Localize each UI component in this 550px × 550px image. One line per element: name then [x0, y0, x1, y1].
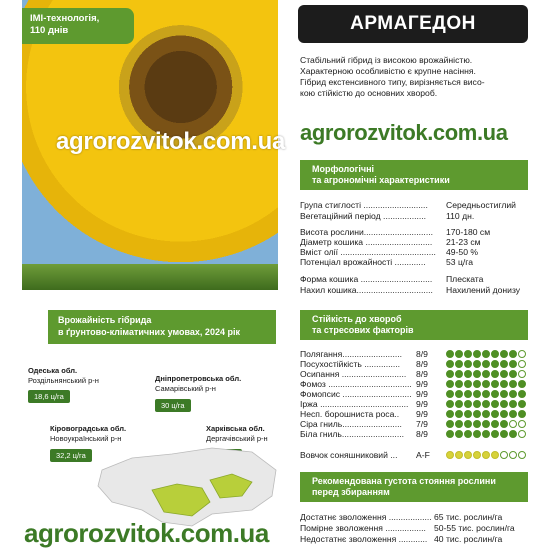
density-value: 40 тис. рослин/га — [434, 534, 503, 544]
rating-dot — [446, 370, 454, 378]
region-dnipro — [155, 374, 241, 394]
resistance-score: 8/9 — [416, 369, 428, 379]
rating-dot — [482, 451, 490, 459]
rating-dot — [455, 350, 463, 358]
morph-label: Форма кошика .............................. — [300, 274, 433, 284]
resistance-score: 9/9 — [416, 409, 428, 419]
rating-dot — [509, 390, 517, 398]
rating-dot — [500, 350, 508, 358]
rating-dot — [491, 370, 499, 378]
rating-dot — [455, 420, 463, 428]
density-header — [300, 472, 528, 502]
morph-label: Потенціал врожайності ............. — [300, 257, 426, 267]
rating-dot — [473, 410, 481, 418]
rating-dot — [509, 380, 517, 388]
rating-dot — [464, 430, 472, 438]
broomrape-rating — [446, 451, 527, 462]
rating-dot — [491, 410, 499, 418]
days-line: 110 днів — [30, 25, 69, 36]
region-district: Роздільнянський р-н — [28, 376, 99, 385]
rating-dot — [500, 380, 508, 388]
resistance-header — [300, 310, 528, 340]
rating-dot — [509, 350, 517, 358]
rating-dot — [482, 410, 490, 418]
rating-dot — [500, 370, 508, 378]
rating-dot — [473, 350, 481, 358]
rating-dot — [464, 390, 472, 398]
resistance-label: Іржа ..................................... — [300, 399, 409, 409]
rating-dot — [518, 451, 526, 459]
rating-dot — [464, 410, 472, 418]
hybrid-title: АРМАГЕДОН — [298, 5, 528, 43]
region-district: Новоукраїнський р-н — [50, 434, 122, 443]
desc-line: Гібрид екстенсивного типу, вирізняється висо- — [300, 77, 485, 87]
rating-dot — [446, 400, 454, 408]
region-oblast: Дніпропетровська обл. — [155, 374, 242, 383]
resistance-score: 8/9 — [416, 349, 428, 359]
rating-dot — [446, 360, 454, 368]
rating-dot — [518, 350, 526, 358]
yield-value-badge: 32,2 ц/га — [50, 449, 92, 462]
rating-dot — [482, 390, 490, 398]
broomrape-label: Вовчок соняшниковий ... — [300, 450, 398, 460]
resistance-score: 8/9 — [416, 359, 428, 369]
morph-value: Середньостиглий — [446, 200, 516, 210]
rating-dot — [473, 380, 481, 388]
rating-dot — [455, 370, 463, 378]
rating-dot — [491, 350, 499, 358]
rating-dot — [455, 430, 463, 438]
rating-dot — [455, 390, 463, 398]
rating-dot — [482, 430, 490, 438]
density-label: Помірне зволоження ................. — [300, 523, 426, 533]
rating-dot — [464, 350, 472, 358]
yield-header — [48, 310, 276, 344]
morph-label: Вегетаційний період .................. — [300, 211, 427, 221]
rating-dot — [491, 420, 499, 428]
rating-dot — [464, 370, 472, 378]
rating-dot — [473, 430, 481, 438]
density-label: Недостатнє зволоження ............ — [300, 534, 428, 544]
rating-dot — [455, 410, 463, 418]
site-watermark-photo: agrorozvitok.com.ua — [56, 128, 286, 155]
rating-dot — [500, 451, 508, 459]
hybrid-description — [300, 55, 528, 99]
density-header-line: перед збиранням — [312, 487, 390, 497]
morph-value: Нахилений донизу — [446, 285, 521, 295]
rating-dot — [482, 360, 490, 368]
density-label: Достатнє зволоження .................. — [300, 512, 432, 522]
resistance-header-line: Стійкість до хвороб — [312, 314, 402, 324]
rating-dot — [500, 400, 508, 408]
resistance-score: 9/9 — [416, 399, 428, 409]
resistance-score: 9/9 — [416, 389, 428, 399]
technology-line: IMI-технологія, — [30, 13, 100, 24]
resistance-label: Посухостійкість ............... — [300, 359, 401, 369]
density-value: 65 тис. рослин/га — [434, 512, 503, 522]
morph-value: 53 ц/га — [446, 257, 473, 267]
desc-line: Характерною особливістю є крупне насіння. — [300, 66, 476, 76]
rating-dot — [509, 400, 517, 408]
morph-value: 110 дн. — [446, 211, 475, 221]
rating-dot — [491, 400, 499, 408]
rating-dot — [464, 380, 472, 388]
rating-dot — [464, 420, 472, 428]
rating-dot — [455, 360, 463, 368]
rating-dot — [446, 430, 454, 438]
resistance-label: Полягання......................... — [300, 349, 402, 359]
rating-dot — [464, 360, 472, 368]
rating-dot — [446, 410, 454, 418]
morph-header-line: та агрономічні характеристики — [312, 175, 450, 185]
morph-header-line: Морфологічні — [312, 164, 375, 174]
region-odesa — [28, 366, 99, 386]
rating-dot — [455, 451, 463, 459]
rating-dot — [446, 420, 454, 428]
rating-dot — [518, 370, 526, 378]
density-header-line: Рекомендована густота стояння рослини — [312, 476, 496, 486]
region-oblast: Одеська обл. — [28, 366, 78, 375]
rating-dot — [500, 410, 508, 418]
rating-dot — [518, 360, 526, 368]
technology-badge — [22, 8, 134, 44]
morph-value: 170-180 см — [446, 227, 491, 237]
rating-dot — [482, 350, 490, 358]
yield-value-badge: 18,6 ц/га — [28, 390, 70, 403]
rating-dot — [509, 420, 517, 428]
site-watermark-bottom: agrorozvitok.com.ua — [24, 518, 269, 548]
rating-dot — [500, 420, 508, 428]
rating-dot — [518, 400, 526, 408]
rating-dot — [473, 360, 481, 368]
rating-dot — [473, 370, 481, 378]
region-district: Дергачівський р-н — [206, 434, 268, 443]
rating-dot — [491, 360, 499, 368]
rating-dot — [518, 380, 526, 388]
yield-header-line: в ґрунтово-кліматичних умовах, 2024 рік — [58, 327, 240, 337]
rating-dot — [509, 410, 517, 418]
desc-line: Стабільний гібрид із високою врожайністю. — [300, 55, 473, 65]
morph-label: Вміст олії ........................................ — [300, 247, 436, 257]
region-oblast: Кіровоградська обл. — [50, 424, 127, 433]
morph-value: Плеската — [446, 274, 484, 284]
rating-dot — [509, 430, 517, 438]
rating-dot — [482, 370, 490, 378]
rating-dot — [518, 430, 526, 438]
morph-label: Висота рослини............................. — [300, 227, 433, 237]
rating-dot — [500, 390, 508, 398]
morph-header — [300, 160, 528, 190]
yield-header-line: Врожайність гібрида — [58, 315, 152, 325]
resistance-score: 7/9 — [416, 419, 428, 429]
rating-dot — [473, 451, 481, 459]
rating-dot — [455, 400, 463, 408]
resistance-score: 8/9 — [416, 429, 428, 439]
yield-value-badge: 30 ц/га — [155, 399, 191, 412]
rating-dot — [446, 451, 454, 459]
rating-dot — [473, 390, 481, 398]
ukraine-map — [92, 440, 280, 530]
region-district: Самарівський р-н — [155, 384, 216, 393]
rating-dot — [509, 360, 517, 368]
resistance-label: Сіра гниль......................... — [300, 419, 402, 429]
morph-value: 49-50 % — [446, 247, 479, 257]
rating-dot — [500, 430, 508, 438]
morph-label: Діаметр кошика ............................ — [300, 237, 433, 247]
resistance-label: Фомопсис ............................. — [300, 389, 412, 399]
rating-dot — [491, 451, 499, 459]
site-watermark-right: agrorozvitok.com.ua — [300, 120, 508, 145]
resistance-label: Несп. борошниста роса.. — [300, 409, 400, 419]
rating-dot — [482, 380, 490, 388]
rating-dot — [482, 420, 490, 428]
morph-value: 21-23 см — [446, 237, 481, 247]
resistance-header-line: та стресових факторів — [312, 325, 414, 335]
rating-dot — [455, 380, 463, 388]
morph-label: Нахил кошика................................ — [300, 285, 433, 295]
morph-label: Група стиглості ........................... — [300, 200, 428, 210]
resistance-score: 9/9 — [416, 379, 428, 389]
rating-dot — [473, 420, 481, 428]
resistance-label: Осипання ........................... — [300, 369, 407, 379]
rating-dot — [509, 370, 517, 378]
rating-dot — [491, 430, 499, 438]
rating-dot — [446, 380, 454, 388]
region-oblast: Харківська обл. — [206, 424, 265, 433]
rating-dot — [446, 390, 454, 398]
rating-dot — [446, 350, 454, 358]
desc-line: кою стійкістю до основних хвороб. — [300, 88, 438, 98]
rating-dot — [509, 451, 517, 459]
resistance-label: Фомоз ................................... — [300, 379, 412, 389]
field-strip — [22, 264, 278, 290]
resistance-label: Біла гниль.......................... — [300, 429, 404, 439]
rating-dot — [518, 390, 526, 398]
rating-dot — [491, 390, 499, 398]
broomrape-value: A-F — [416, 450, 430, 460]
rating-dot — [473, 400, 481, 408]
rating-dot — [500, 360, 508, 368]
rating-dot — [482, 400, 490, 408]
rating-dot — [518, 420, 526, 428]
rating-dot — [518, 410, 526, 418]
rating-dot — [464, 400, 472, 408]
rating-dot — [491, 380, 499, 388]
resistance-rating — [446, 430, 527, 441]
density-value: 50-55 тис. рослин/га — [434, 523, 515, 533]
rating-dot — [464, 451, 472, 459]
